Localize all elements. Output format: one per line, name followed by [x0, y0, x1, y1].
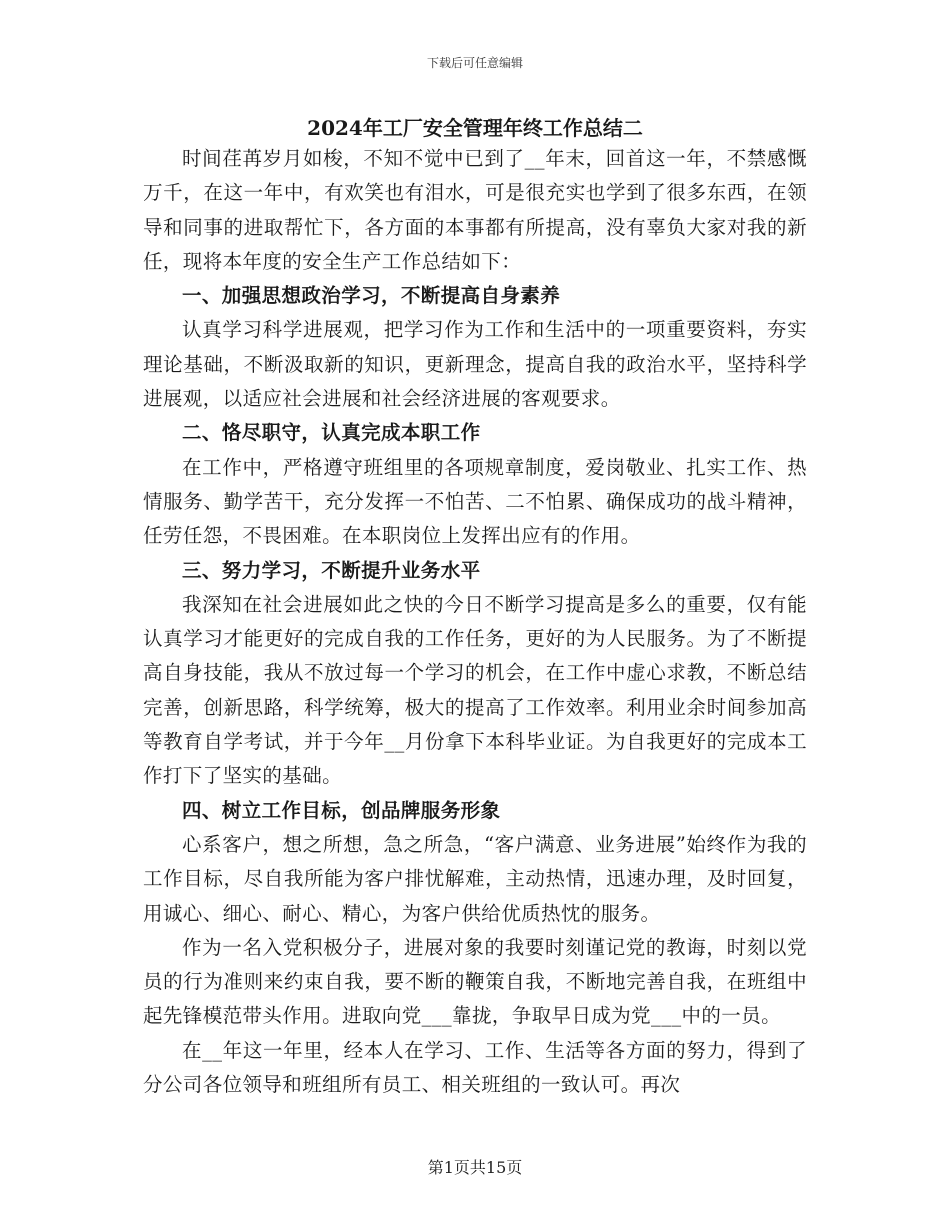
page-number: 第1页共15页	[427, 1158, 523, 1177]
closing-paragraph: 在__年这一年里，经本人在学习、工作、生活等各方面的努力，得到了分公司各位领导和班组所有员工、相关班组的一致认可。再次	[143, 1038, 807, 1097]
section-heading-4: 四、树立工作目标，创品牌服务形象	[182, 798, 501, 822]
section-heading-3: 三、努力学习，不断提升业务水平	[182, 558, 481, 582]
page-header-note: 下载后可任意编辑	[426, 56, 523, 70]
section-2-paragraph: 在工作中，严格遵守班组里的各项规章制度，爱岗敬业、扎实工作、热情服务、勤学苦干，充分发挥一不怕苦、二不怕累、确保成功的战斗精神，任劳任怨，不畏困难。在本职岗位上发挥出应有的作用。	[143, 455, 807, 548]
section-3-paragraph: 我深知在社会进展如此之快的今日不断学习提高是多么的重要，仅有能认真学习才能更好的完成自我的工作任务，更好的为人民服务。为了不断提高自身技能，我从不放过每一个学习的机会，在工作中虚心求教，不断总结完善，创新思路，科学统筹，极大的提高了工作效率。利用业余时间参加高等教育自学考试，并于今年__月份拿下本科毕业证。为自我更好的完成本工作打下了坚实的基础。	[143, 592, 807, 788]
document-body	[143, 142, 807, 1102]
section-heading-2: 二、恪尽职守，认真完成本职工作	[182, 421, 481, 445]
intro-paragraph: 时间荏苒岁月如梭，不知不觉中已到了__年末，回首这一年，不禁感慨万千，在这一年中，有欢笑也有泪水，可是很充实也学到了很多东西，在领导和同事的进取帮忙下，各方面的本事都有所提高，没有辜负大家对我的新任，现将本年度的安全生产工作总结如下：	[143, 147, 807, 273]
party-paragraph: 作为一名入党积极分子，进展对象的我要时刻谨记党的教诲，时刻以党员的行为准则来约束自我，要不断的鞭策自我，不断地完善自我，在班组中起先锋模范带头作用。进取向党___靠拢，争取早日成为党___中的一员。	[143, 935, 807, 1028]
section-heading-1: 一、加强思想政治学习，不断提高自身素养	[182, 284, 561, 308]
section-4-paragraph: 心系客户，想之所想，急之所急，“客户满意、业务进展”始终作为我的工作目标，尽自我所能为客户排忧解难，主动热情，迅速办理，及时回复，用诚心、细心、耐心、精心，为客户供给优质热忱的服务。	[143, 832, 807, 925]
section-1-paragraph: 认真学习科学进展观，把学习作为工作和生活中的一项重要资料，夯实理论基础，不断汲取新的知识，更新理念，提高自我的政治水平，坚持科学进展观，以适应社会进展和社会经济进展的客观要求。	[143, 318, 807, 411]
document-title: 2024年工厂安全管理年终工作总结二	[307, 116, 643, 140]
